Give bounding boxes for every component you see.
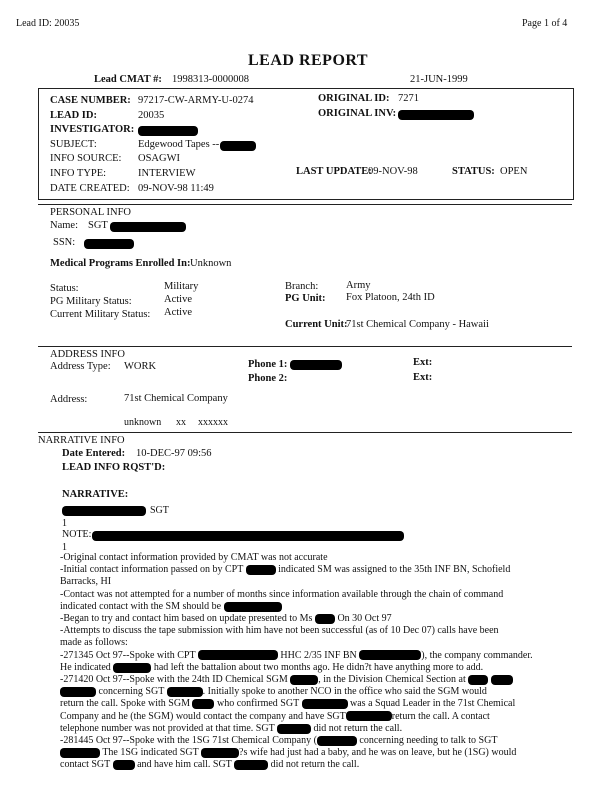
redaction-bar	[92, 531, 404, 541]
status-value-personal: Military	[164, 281, 199, 292]
narrative-label: NARRATIVE:	[62, 489, 129, 500]
narrative-line	[60, 662, 533, 674]
narrative-text: and have him call. SGT	[137, 759, 232, 771]
narrative-line	[60, 552, 533, 564]
address-type-label: Address Type:	[50, 361, 111, 372]
pg-unit-value: Fox Platoon, 24th ID	[346, 292, 435, 303]
narrative-text: Barracks, HI	[60, 576, 112, 588]
address-info-heading: ADDRESS INFO	[50, 349, 125, 360]
narrative-text: had left the battalion about two months ago. He didn?t have anything more to add.	[153, 661, 484, 673]
narrative-text: who confirmed SGT	[216, 698, 300, 710]
ssn-label: SSN:	[53, 237, 76, 248]
date-created-value: 09-NOV-98 11:49	[138, 183, 214, 194]
subject-value: Edgewood Tapes --	[138, 139, 220, 150]
redaction-bar	[302, 699, 348, 709]
redaction-bar	[60, 748, 100, 758]
address-line1: 71st Chemical Company	[124, 393, 228, 404]
narrative-text: was a Squad Leader in the 71st Chemical	[350, 698, 516, 710]
lead-id-value: 20035	[138, 110, 165, 121]
address-type-value: WORK	[124, 361, 157, 372]
redaction-bar	[224, 602, 282, 612]
redaction-bar	[192, 699, 214, 709]
narrative-line	[60, 564, 533, 576]
narrative-line	[60, 625, 533, 637]
redaction-bar	[491, 675, 513, 685]
redaction-bar	[277, 724, 311, 734]
narrative-text: ?s wife had just had a baby, and he was on leave, but he (1SG) would	[239, 747, 517, 759]
redaction-bar	[246, 565, 276, 575]
redaction-bar	[62, 506, 146, 516]
redaction-bar	[60, 687, 96, 697]
lead-id-label: LEAD ID:	[50, 110, 97, 121]
narrative-text: -Attempts to discuss the tape submission with him have not been successful (as of 10 Dec 07) calls have been	[60, 625, 499, 637]
narrative-text: -Initial contact information passed on by CPT	[60, 564, 244, 576]
branch-value: Army	[346, 280, 371, 291]
section-divider	[38, 346, 572, 347]
original-id-value: 7271	[398, 93, 419, 104]
narrative-number: 1	[62, 518, 67, 529]
narrative-text: HHC 2/35 INF BN	[280, 649, 357, 661]
name-label: Name:	[50, 220, 78, 231]
redaction-bar	[110, 222, 186, 232]
narrative-text: indicated contact with the SM should be	[60, 600, 222, 612]
redaction-bar	[198, 650, 278, 660]
narrative-text: concerning needing to talk to SGT	[359, 735, 498, 747]
narrative-text: -Contact was not attempted for a number of months since information available through the chain of command	[60, 588, 504, 600]
investigator-label: INVESTIGATOR:	[50, 124, 135, 135]
narrative-text: -Began to try and contact him based on update presented to Ms	[60, 613, 313, 625]
redaction-bar	[84, 239, 134, 249]
cmat-label: Lead CMAT #:	[94, 74, 162, 85]
narrative-line	[60, 711, 533, 723]
medical-programs-value: Unknown	[190, 258, 232, 269]
narrative-text: ), the company commander.	[421, 649, 533, 661]
header-page-number: Page 1 of 4	[522, 18, 568, 29]
last-update-value: 09-NOV-98	[368, 166, 418, 177]
info-type-label: INFO TYPE:	[50, 168, 107, 179]
case-number-value: 97217-CW-ARMY-U-0274	[138, 95, 254, 106]
narrative-text: return the call. A contact	[391, 710, 490, 722]
info-type-value: INTERVIEW	[138, 168, 196, 179]
original-id-label: ORIGINAL ID:	[318, 93, 390, 104]
status-label: STATUS:	[452, 166, 495, 177]
info-source-value: OSAGWI	[138, 153, 180, 164]
redaction-bar	[290, 675, 318, 685]
redaction-bar	[201, 748, 239, 758]
narrative-number: 1	[62, 542, 67, 553]
pg-military-status-value: Active	[164, 294, 192, 305]
phone2-label: Phone 2:	[248, 373, 288, 384]
narrative-line	[60, 674, 533, 686]
narrative-text: concerning SGT	[98, 686, 165, 698]
address-label: Address:	[50, 394, 88, 405]
narrative-text: return the call. Spoke with SGM	[60, 698, 190, 710]
narrative-line	[60, 637, 533, 649]
narrative-text: did not return the call.	[313, 722, 403, 734]
redaction-bar	[113, 663, 151, 673]
narrative-body	[60, 552, 533, 772]
redaction-bar	[398, 110, 474, 120]
narrative-line	[60, 576, 533, 588]
status-label-personal: Status:	[50, 283, 79, 294]
narrative-text: made as follows:	[60, 637, 128, 649]
ext2-label: Ext:	[413, 372, 433, 383]
redaction-bar	[317, 736, 357, 746]
phone1-label: Phone 1:	[248, 359, 288, 370]
date-entered-label: Date Entered:	[62, 448, 126, 459]
narrative-text: Company and he (the SGM) would contact the company and have SGT	[60, 710, 346, 722]
narrative-line	[60, 589, 533, 601]
narrative-text: -271420 Oct 97--Spoke with the 24th ID Chemical SGM	[60, 674, 288, 686]
narrative-line	[60, 601, 533, 613]
narrative-text: . Initially spoke to another NCO in the office who said the SGM would	[202, 686, 487, 698]
name-value: SGT	[88, 220, 108, 231]
narrative-line	[60, 735, 533, 747]
redaction-bar	[234, 760, 268, 770]
address-city: unknown	[124, 417, 162, 428]
narrative-line	[60, 650, 533, 662]
subject-label: SUBJECT:	[50, 139, 97, 150]
original-inv-label: ORIGINAL INV:	[318, 108, 397, 119]
narrative-line	[60, 747, 533, 759]
redaction-bar	[346, 711, 392, 721]
redaction-bar	[167, 687, 203, 697]
current-unit-value: 71st Chemical Company - Hawaii	[346, 319, 489, 330]
redaction-bar	[468, 675, 488, 685]
redaction-bar	[290, 360, 342, 370]
narrative-line	[60, 686, 533, 698]
address-zip: xxxxxx	[198, 417, 228, 428]
narrative-text: -Original contact information provided by CMAT was not accurate	[60, 552, 328, 563]
redaction-bar	[359, 650, 421, 660]
lead-info-rqstd-label: LEAD INFO RQST'D:	[62, 462, 166, 473]
status-value: OPEN	[500, 166, 528, 177]
narrative-line	[60, 759, 533, 771]
section-divider	[38, 204, 572, 205]
info-source-label: INFO SOURCE:	[50, 153, 122, 164]
narrative-text: On 30 Oct 97	[337, 613, 392, 625]
current-military-status-label: Current Military Status:	[50, 309, 151, 320]
medical-programs-label: Medical Programs Enrolled In:	[50, 258, 191, 269]
narrative-line	[60, 723, 533, 735]
redaction-bar	[113, 760, 135, 770]
report-date: 21-JUN-1999	[410, 74, 468, 85]
current-unit-label: Current Unit:	[285, 319, 348, 330]
report-title: LEAD REPORT	[248, 52, 369, 69]
current-military-status-value: Active	[164, 307, 192, 318]
pg-unit-label: PG Unit:	[285, 293, 326, 304]
note-label: NOTE:	[62, 529, 92, 540]
narrative-text: contact SGT	[60, 759, 111, 771]
date-entered-value: 10-DEC-97 09:56	[136, 448, 212, 459]
narrative-text: -271345 Oct 97--Spoke with CPT	[60, 649, 196, 661]
case-number-label: CASE NUMBER:	[50, 95, 131, 106]
date-created-label: DATE CREATED:	[50, 183, 130, 194]
section-divider	[38, 432, 572, 433]
personal-info-heading: PERSONAL INFO	[50, 207, 131, 218]
narrative-line	[60, 613, 533, 625]
branch-label: Branch:	[285, 281, 319, 292]
narrative-text: The 1SG indicated SGT	[102, 747, 199, 759]
narrative-text: did not return the call.	[270, 759, 360, 771]
cmat-value: 1998313-0000008	[172, 74, 249, 85]
redaction-bar	[315, 614, 335, 624]
redaction-bar	[220, 141, 256, 151]
narrative-sgt-marker: SGT	[150, 505, 169, 516]
ext1-label: Ext:	[413, 357, 433, 368]
address-state: xx	[176, 417, 186, 428]
last-update-label: LAST UPDATE:	[296, 166, 372, 177]
narrative-text: telephone number was not provided at that time. SGT	[60, 722, 275, 734]
narrative-text: He indicated	[60, 661, 111, 673]
narrative-text: -281445 Oct 97--Spoke with the 1SG 71st Chemical Company (	[60, 735, 317, 747]
header-lead-id: Lead ID: 20035	[16, 18, 80, 29]
redaction-bar	[138, 126, 198, 136]
narrative-text: indicated SM was assigned to the 35th INF BN, Schofield	[278, 564, 511, 576]
narrative-text: , in the Division Chemical Section at	[318, 674, 466, 686]
pg-military-status-label: PG Military Status:	[50, 296, 132, 307]
narrative-info-heading: NARRATIVE INFO	[38, 435, 125, 446]
narrative-line	[60, 698, 533, 710]
